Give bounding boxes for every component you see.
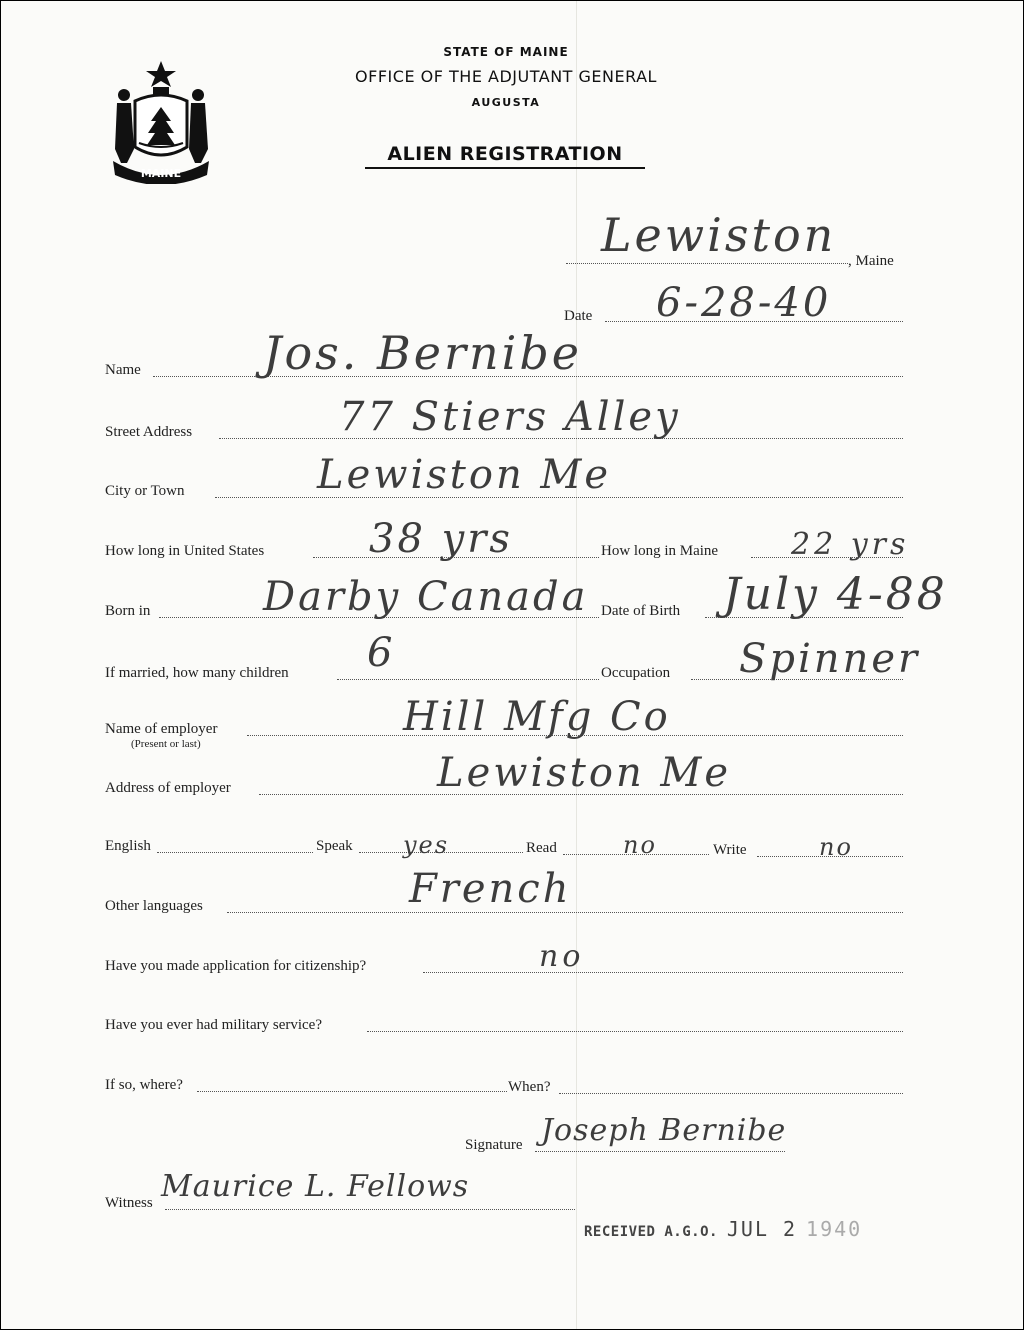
date-value: 6-28-40 <box>656 280 832 326</box>
citizenship-label: Have you made application for citizenship? <box>105 958 367 974</box>
dob-label: Date of Birth <box>601 603 681 619</box>
write-value: no <box>819 833 853 861</box>
occupation-value: Spinner <box>739 636 921 682</box>
where-line <box>197 1091 507 1092</box>
dob-value: July 4-88 <box>723 569 948 620</box>
english-line <box>157 852 313 853</box>
read-label: Read <box>526 840 557 856</box>
born-in-value: Darby Canada <box>263 574 589 620</box>
how-long-maine-value: 22 yrs <box>791 527 910 562</box>
city-label: City or Town <box>105 483 185 499</box>
signature-label: Signature <box>465 1137 523 1153</box>
employer-address-label: Address of employer <box>105 780 231 796</box>
citizenship-value: no <box>539 939 585 974</box>
military-line <box>367 1031 903 1032</box>
how-long-maine-label: How long in Maine <box>601 543 719 559</box>
received-stamp <box>584 1217 862 1241</box>
header-city: AUGUSTA <box>471 96 541 109</box>
stamp-prefix: RECEIVED A.G.O. <box>584 1224 718 1240</box>
city-value: Lewiston Me <box>317 452 612 498</box>
seal-label: MAINE <box>140 167 182 180</box>
date-label: Date <box>564 308 593 324</box>
occupation-label: Occupation <box>601 665 671 681</box>
witness-line <box>165 1209 575 1210</box>
signature-value: Joseph Bernibe <box>541 1113 787 1148</box>
employer-sublabel: (Present or last) <box>131 738 201 750</box>
children-label: If married, how many children <box>105 665 289 681</box>
speak-value: yes <box>403 831 450 859</box>
when-line <box>559 1093 903 1094</box>
how-long-us-value: 38 yrs <box>369 516 513 562</box>
when-label: When? <box>508 1079 551 1095</box>
born-in-label: Born in <box>105 603 151 619</box>
read-value: no <box>623 831 657 859</box>
form-title: ALIEN REGISTRATION <box>365 143 645 169</box>
witness-value: Maurice L. Fellows <box>161 1169 470 1204</box>
speak-label: Speak <box>316 838 353 854</box>
place-value: Lewiston <box>601 208 837 262</box>
witness-label: Witness <box>105 1195 153 1211</box>
name-label: Name <box>105 362 141 378</box>
place-line <box>566 263 848 264</box>
stamp-year: 1940 <box>806 1217 863 1241</box>
street-label: Street Address <box>105 424 193 440</box>
employer-label: Name of employer <box>105 721 218 737</box>
employer-value: Hill Mfg Co <box>403 694 671 740</box>
other-languages-value: French <box>409 866 572 912</box>
maine-label: , Maine <box>848 253 894 269</box>
name-value: Jos. Bernibe <box>263 326 583 380</box>
header-office: OFFICE OF THE ADJUTANT GENERAL <box>355 67 657 86</box>
employer-address-value: Lewiston Me <box>437 750 732 796</box>
children-line <box>337 679 599 680</box>
military-label: Have you ever had military service? <box>105 1017 322 1033</box>
stamp-date: JUL 2 <box>726 1217 798 1241</box>
citizenship-line <box>423 972 903 973</box>
header-state: STATE OF MAINE <box>443 45 569 59</box>
write-label: Write <box>713 842 747 858</box>
how-long-us-label: How long in United States <box>105 543 265 559</box>
where-label: If so, where? <box>105 1077 183 1093</box>
street-value: 77 Stiers Alley <box>339 394 681 440</box>
children-value: 6 <box>367 630 396 676</box>
english-label: English <box>105 838 151 854</box>
other-languages-label: Other languages <box>105 898 203 914</box>
other-languages-line <box>227 912 903 913</box>
